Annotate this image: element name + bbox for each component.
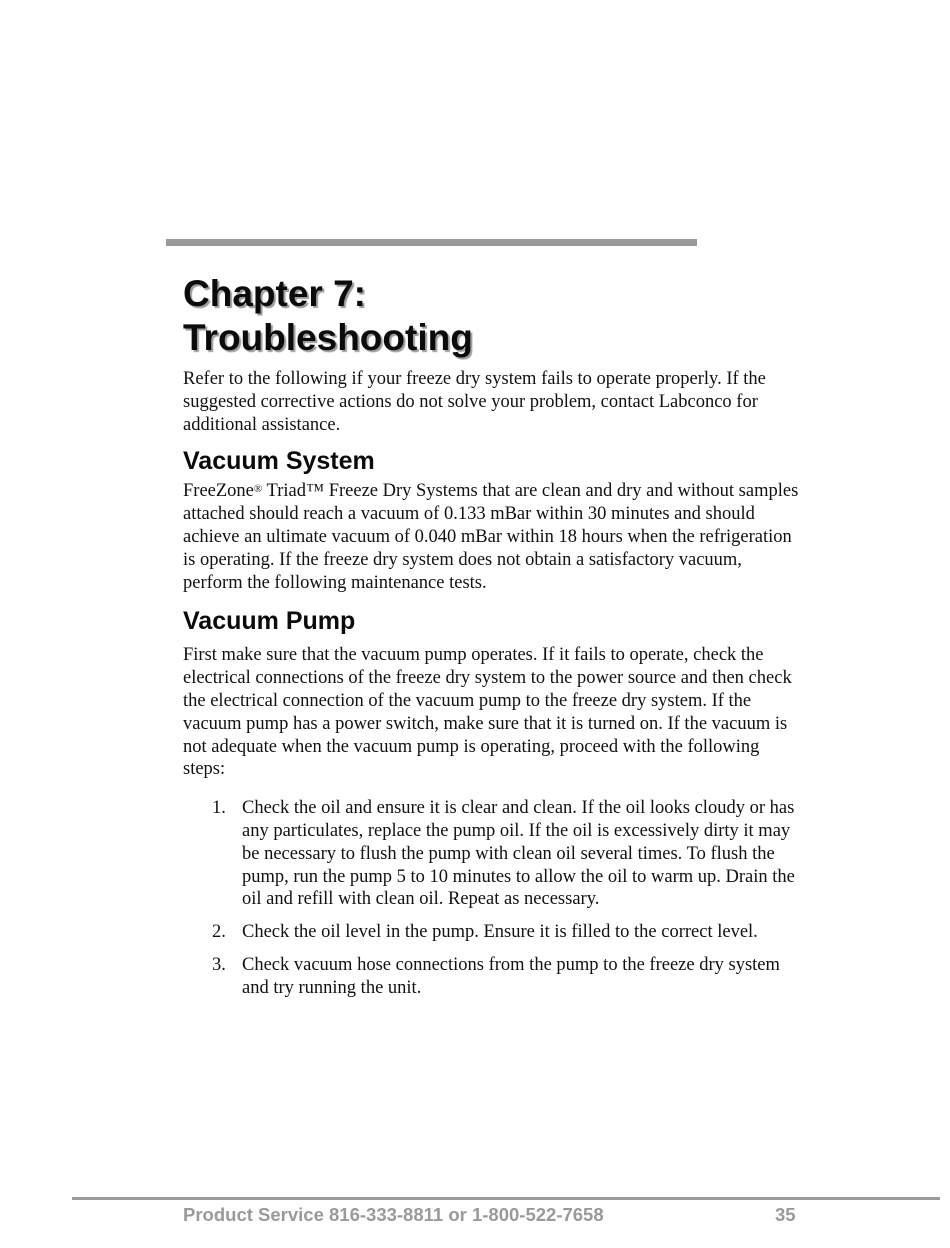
brand-name: FreeZone [183, 481, 254, 502]
chapter-top-rule [166, 239, 697, 246]
vacuum-pump-paragraph: First make sure that the vacuum pump operates. If it fails to operate, check the electrical connections of the freeze dry system to the power source and then check the electrical connection of the vacuum pump to the freeze dry system. If the vacuum pump has a power switch, make sure that it is turned on. If the vacuum is not adequate when the vacuum pump is operating, proceed with the following steps: [183, 645, 792, 780]
vacuum-pump-heading: Vacuum Pump [183, 607, 356, 636]
chapter-intro: Refer to the following if your freeze dry system fails to operate properly. If the suggested corrective actions do not solve your problem, contact Labconco for additional assistance. [183, 369, 766, 435]
vacuum-pump-steps [183, 797, 803, 999]
list-item [183, 954, 803, 1000]
list-item [183, 797, 803, 911]
chapter-title [183, 272, 803, 360]
step-number: 1. [212, 798, 226, 819]
vacuum-system-paragraph [183, 480, 803, 594]
page-number: 35 [775, 1204, 796, 1225]
footer-service-text: Product Service 816-333-8811 or 1-800-522-7658 [183, 1204, 604, 1225]
chapter-title-line1: Chapter 7: [183, 273, 366, 314]
chapter-title-line2: Troubleshooting [183, 317, 473, 358]
list-item [183, 921, 803, 944]
step-number: 2. [212, 922, 226, 943]
page-content [183, 272, 803, 1010]
page-footer [183, 1203, 803, 1227]
step-number: 3. [212, 954, 226, 975]
registered-mark: ® [253, 483, 263, 496]
vacuum-system-heading: Vacuum System [183, 447, 375, 476]
step-text: Check the oil and ensure it is clear and clean. If the oil looks cloudy or has any particulates, replace the pump oil. If the oil is excessively dirty it may be necessary to flush the pump with clean oil several times. To flush the pump, run the pump 5 to 10 minutes to allow the oil to warm up. Drain the oil and refill with clean oil. Repeat as necessary. [242, 798, 795, 910]
footer-rule [72, 1197, 940, 1200]
vacuum-system-body: Triad™ Freeze Dry Systems that are clean and dry and without samples attached should reach a vacuum of 0.133 mBar within 30 minutes and should achieve an ultimate vacuum of 0.040 mBar within 18 hours when the refrigeration is operating. If the freeze dry system does not obtain a satisfactory vacuum, perform the following maintenance tests. [183, 481, 799, 593]
step-text: Check the oil level in the pump. Ensure it is filled to the correct level. [242, 922, 758, 943]
step-text: Check vacuum hose connections from the pump to the freeze dry system and try running the unit. [242, 954, 780, 998]
